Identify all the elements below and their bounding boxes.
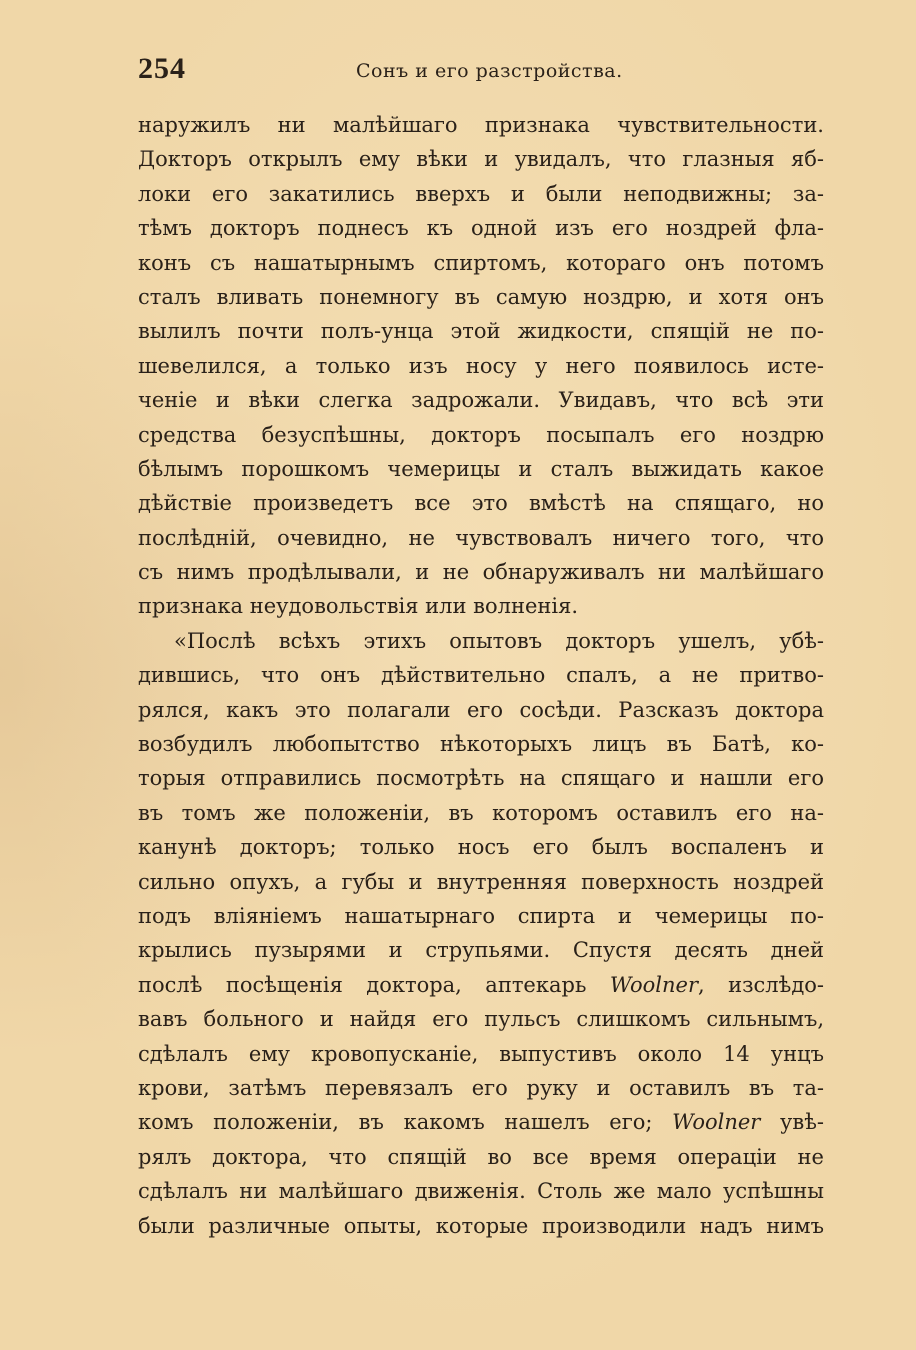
text-line: сталъ вливать понемногу въ самую ноздрю, и хотя онъ: [138, 284, 824, 309]
text-line: канунѣ докторъ; только носъ его былъ воспаленъ и: [138, 835, 824, 860]
text-line: локи его закатились вверхъ и были неподвижны; за-: [138, 181, 824, 206]
text-line: шевелился, а только изъ носу у него появилось истe-: [138, 353, 824, 378]
text-line: средства безуспѣшны, докторъ посыпалъ его ноздрю: [138, 422, 824, 447]
text-line: вавъ больного и найдя его пульсъ слишкомъ сильнымъ,: [138, 1007, 824, 1032]
text-line: Докторъ открылъ ему вѣки и увидалъ, что глазныя яб-: [138, 147, 824, 172]
text-line: ченіе и вѣки слегка задрожали. Увидавъ, что всѣ эти: [138, 388, 824, 413]
text-line: съ нимъ продѣлывали, и не обнаруживалъ ни малѣйшаго: [138, 560, 824, 585]
text-line: крови, затѣмъ перевязалъ его руку и оставилъ въ та-: [138, 1075, 824, 1100]
text-line: сильно опухъ, а губы и внутренняя поверхность ноздрей: [138, 869, 824, 894]
text-line: въ томъ же положеніи, въ которомъ оставилъ его на-: [138, 800, 824, 825]
text-line: крылись пузырями и струпьями. Спустя десять дней: [138, 938, 824, 963]
page-number: 254: [138, 52, 186, 85]
text-line: наружилъ ни малѣйшаго признака чувствительности.: [138, 113, 824, 137]
running-title: Сонъ и его разстройства.: [356, 60, 623, 82]
text-line: конъ съ нашатырнымъ спиртомъ, котораго онъ потомъ: [138, 250, 824, 275]
italic-name: Woolner: [672, 1110, 761, 1135]
text-line: сдѣлалъ ни малѣйшаго движенія. Столь же мало успѣшны: [138, 1179, 824, 1204]
body-text: [138, 108, 824, 1243]
text-line: дившись, что онъ дѣйствительно спалъ, а не притво-: [138, 663, 824, 688]
text-line: «Послѣ всѣхъ этихъ опытовъ докторъ ушелъ, убѣ-: [174, 628, 824, 653]
text-line: рялся, какъ это полагали его сосѣди. Разсказъ доктора: [138, 697, 824, 722]
text-line: подъ вліяніемъ нашатырнаго спирта и чемерицы по-: [138, 903, 824, 928]
page-header: [138, 52, 828, 96]
text-line: послѣдній, очевидно, не чувствовалъ ничего того, что: [138, 525, 824, 550]
text-line: возбудилъ любопытство нѣкоторыхъ лицъ въ Батѣ, ко-: [138, 732, 824, 757]
text-line: сдѣлалъ ему кровопусканіе, выпустивъ около 14 унцъ: [138, 1041, 824, 1066]
italic-name: Woolner: [609, 972, 698, 997]
text-line: признака неудовольствія или волненія.: [138, 594, 579, 619]
text-line: комъ положеніи, въ какомъ нашелъ его; Woolner увѣ-: [138, 1110, 824, 1135]
text-line: были различные опыты, которые производили надъ нимъ: [138, 1213, 824, 1238]
text-line: бѣлымъ порошкомъ чемерицы и сталъ выжидать какое: [138, 456, 824, 481]
text-line: рялъ доктора, что спящій во все время операціи не: [138, 1144, 824, 1169]
text-line: тѣмъ докторъ поднесъ къ одной изъ его ноздрей фла-: [138, 216, 824, 241]
text-line: торыя отправились посмотрѣть на спящаго и нашли его: [138, 766, 824, 791]
text-line: вылилъ почти полъ-унца этой жидкости, спящій не по-: [138, 319, 824, 344]
text-line: послѣ посѣщенія доктора, аптекарь Woolner, изслѣдо-: [138, 972, 824, 997]
text-line: дѣйствіе произведетъ все это вмѣстѣ на спящаго, но: [138, 491, 824, 516]
